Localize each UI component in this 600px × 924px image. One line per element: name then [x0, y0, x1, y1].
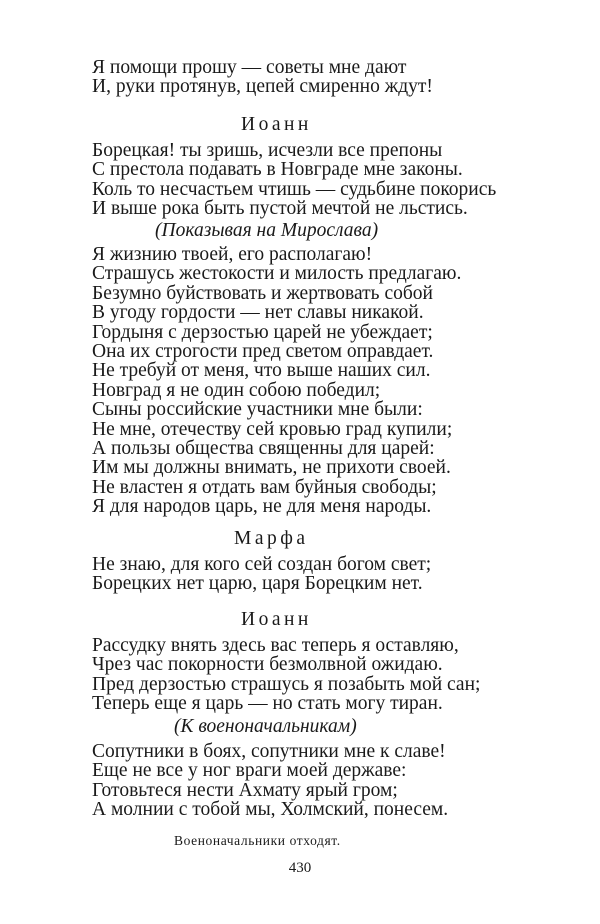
- verse-line: В угоду гордости — нет славы никакой.: [92, 302, 424, 324]
- speaker-name-ioann: Иоанн: [241, 609, 312, 630]
- verse-line: Я помощи прошу — советы мне дают: [92, 57, 407, 78]
- verse-line: А пользы общества священны для царей:: [92, 437, 435, 459]
- verse-line: Новград я не один собою победил;: [92, 379, 381, 401]
- verse-line: Страшусь жестокости и милость предлагаю.: [92, 263, 462, 285]
- verse-line: Не властен я отдать вам буйныя свободы;: [92, 476, 437, 498]
- verse-line: Пред дерзостью страшусь я позабыть мой сан;: [92, 673, 481, 695]
- verse-line: Не знаю, для кого сей создан богом свет;: [92, 554, 432, 575]
- verse-line: И выше рока быть пустой мечтой не льстись.: [92, 198, 468, 220]
- verse-line: Теперь еще я царь — но стать могу тиран.: [92, 693, 443, 715]
- verse-line: Не мне, отечеству сей кровью град купили;: [92, 418, 453, 440]
- verse-line: Рассудку внять здесь вас теперь я оставляю,: [92, 635, 459, 656]
- stage-direction-exit: Военоначальники отходят.: [174, 833, 341, 848]
- verse-line: Еще не все у ног враги моей державе:: [92, 760, 407, 782]
- verse-line: Им мы должны внимать, не прихоти своей.: [92, 457, 451, 479]
- verse-line: Не требуй от меня, что выше наших сил.: [92, 360, 431, 382]
- ioann-speech-3: [92, 636, 480, 714]
- ioann-speech-4: [92, 742, 448, 820]
- speaker-name-ioann: Иоанн: [241, 114, 312, 135]
- stage-direction-to-commanders: (К военоначальникам): [174, 716, 357, 737]
- verse-line: Чрез час покорности безмолвной ожидаю.: [92, 654, 443, 676]
- verse-line: Она их строгости пред светом оправдает.: [92, 340, 434, 362]
- ioann-speech-2: [92, 245, 461, 516]
- verse-line: Готовьтеся нести Ахмату ярый гром;: [92, 779, 398, 801]
- ioann-speech-1: [92, 141, 496, 219]
- verse-line: Борецкая! ты зришь, исчезли все препоны: [92, 140, 443, 161]
- verse-line: Сыны российские участники мне были:: [92, 399, 423, 421]
- marfa-speech: [92, 555, 431, 594]
- verse-line: Безумно буйствовать и жертвовать собой: [92, 282, 433, 304]
- verse-line: Сопутники в боях, сопутники мне к славе!: [92, 741, 446, 762]
- verse-line: Я для народов царь, не для меня народы.: [92, 496, 432, 518]
- verse-line: А молнии с тобой мы, Холмский, понесем.: [92, 799, 449, 821]
- page-number: 430: [288, 860, 312, 876]
- verse-line: С престола подавать в Новграде мне законы.: [92, 159, 463, 181]
- verse-line: Коль то несчастьем чтишь — судьбине покорись: [92, 178, 497, 200]
- speaker-name-marfa: Марфа: [234, 528, 309, 549]
- verse-line: И, руки протянув, цепей смиренно ждут!: [92, 76, 433, 98]
- opening-lines: [92, 58, 433, 97]
- stage-direction-pointing: (Показывая на Мирослава): [155, 220, 379, 241]
- verse-line: Борецких нет царю, царя Борецким нет.: [92, 573, 423, 595]
- verse-line: Гордыня с дерзостью царей не убеждает;: [92, 321, 433, 343]
- verse-line: Я жизнию твоей, его располагаю!: [92, 244, 373, 265]
